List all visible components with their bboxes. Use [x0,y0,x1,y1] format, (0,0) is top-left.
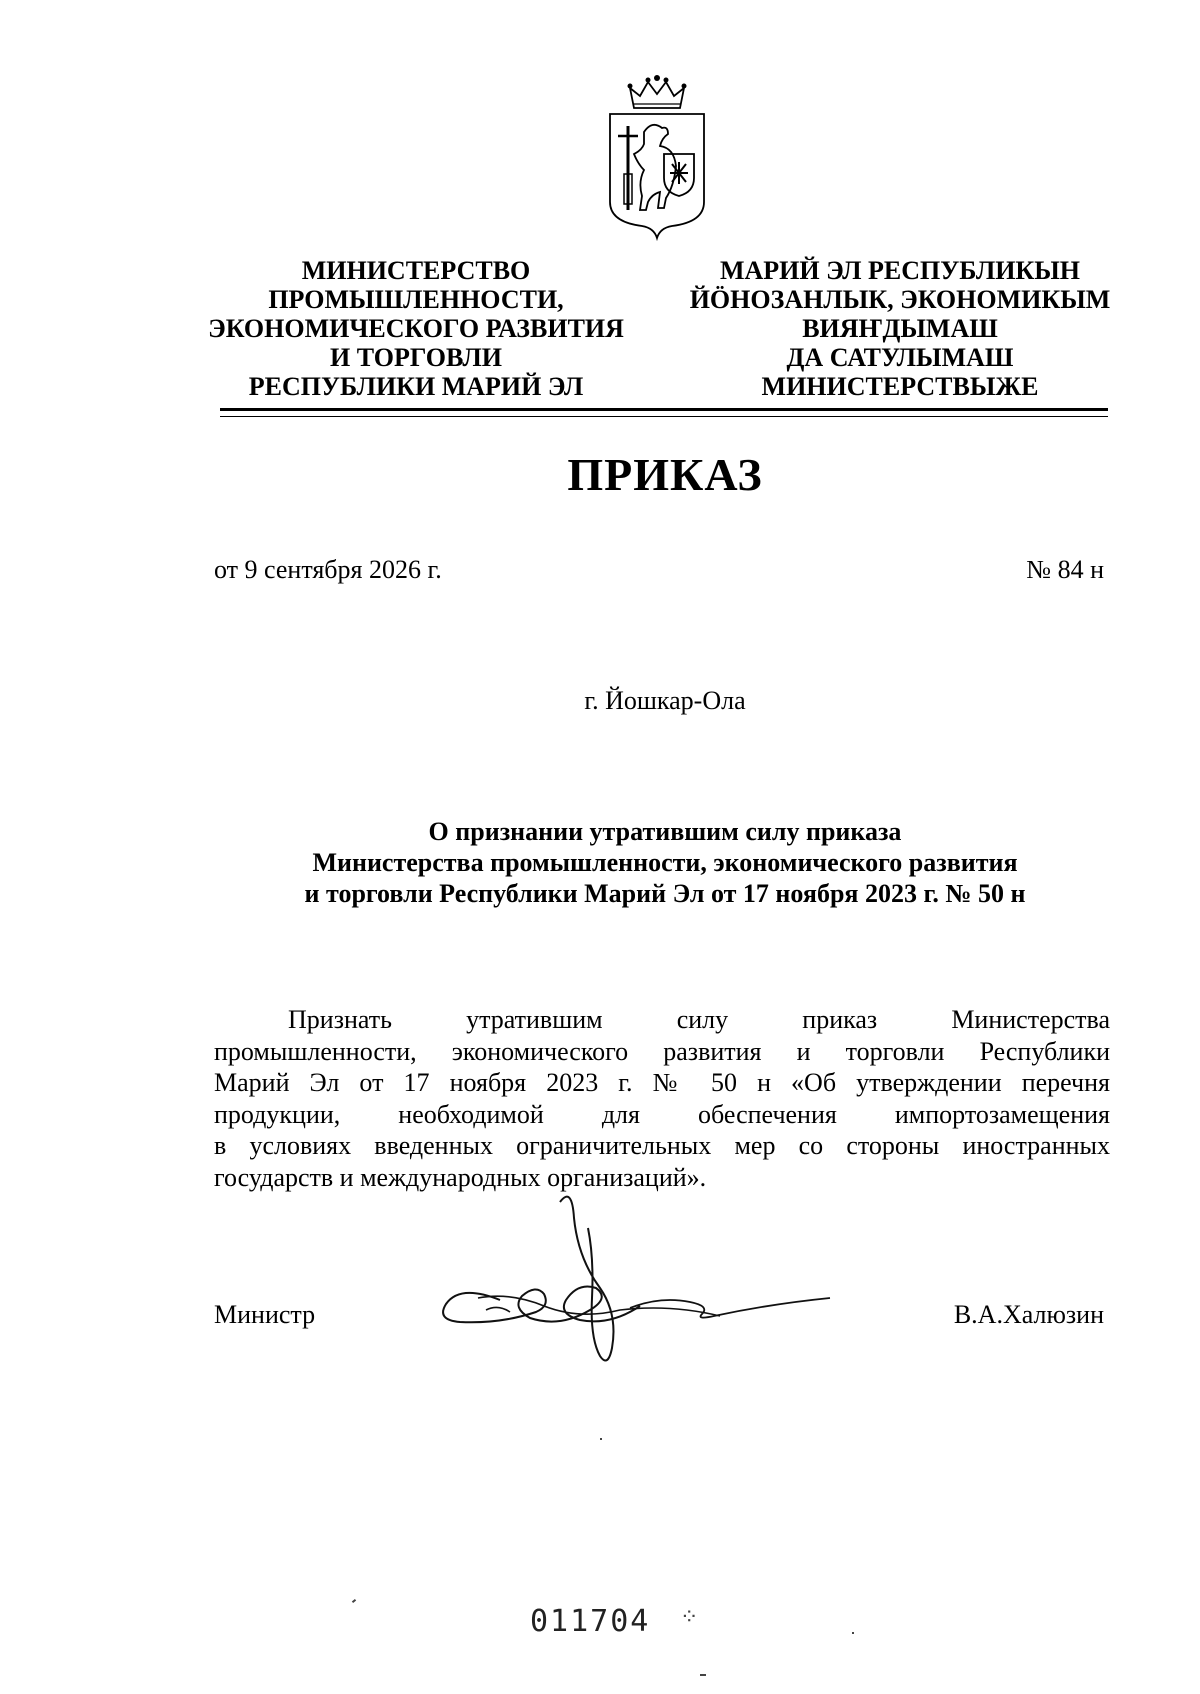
ministry-name-line: МИНИСТЕРСТВО [301,256,531,285]
subject-line: и торговли Республики Марий Эл от 17 ноября 2023 г. № 50 н [304,879,1026,908]
scan-speck [352,1599,356,1603]
scan-speck [852,1632,854,1634]
document-subject [220,816,1110,909]
ministry-name-line: ДА САТУЛЫМАШ [786,343,1014,372]
body-line: промышленности, экономического развития и торговли Республики [214,1036,1110,1066]
ministry-name-line: МАРИЙ ЭЛ РЕСПУБЛИКЫН [719,256,1081,285]
registration-mark-icon: ⁘ [680,1604,699,1629]
subject-line: О признании утратившим силу приказа [428,817,902,846]
ministry-name-line: ВИЯҤДЫМАШ [802,314,998,343]
coat-of-arms-emblem [604,74,710,242]
body-line: продукции, необходимой для обеспечения импортозамещения [214,1099,1110,1129]
registration-number: 011704 [530,1604,651,1639]
ministry-name-mari [680,256,1120,401]
document-date: от 9 сентября 2026 г. [214,555,442,584]
ministry-name-line: МИНИСТЕРСТВЫЖЕ [761,372,1039,401]
scan-speck [700,1674,706,1676]
body-line: Марий Эл от 17 ноября 2023 г. № 50 н «Об утверждении перечня [214,1068,1110,1097]
ministry-name-russian [196,256,636,401]
body-line: Признать утратившим силу приказ Министерства [288,1005,1110,1034]
ministry-name-line: ЭКОНОМИЧЕСКОГО РАЗВИТИЯ [208,314,624,343]
document-city: г. Йошкар-Ола [584,686,746,715]
subject-line: Министерства промышленности, экономического развития [312,848,1018,877]
body-line: государств и международных организаций». [214,1162,707,1192]
signatory-position: Министр [214,1300,316,1329]
scan-speck [600,1438,602,1440]
ministry-name-line: ПРОМЫШЛЕННОСТИ, [268,285,564,314]
header-divider [220,408,1108,411]
document-number: № 84 н [1026,555,1104,584]
body-line: в условиях введенных ограничительных мер со стороны иностранных [214,1131,1110,1160]
handwritten-signature [440,1188,860,1378]
ministry-name-line: ЙӦНОЗАНЛЫК, ЭКОНОМИКЫМ [689,285,1111,314]
ministry-name-line: РЕСПУБЛИКИ МАРИЙ ЭЛ [248,372,584,401]
document-title: ПРИКАЗ [567,449,763,500]
ministry-name-line: И ТОРГОВЛИ [330,343,502,372]
header-divider-thin [220,416,1108,417]
document-body [214,1004,1110,1193]
signatory-name: В.А.Халюзин [953,1300,1104,1329]
